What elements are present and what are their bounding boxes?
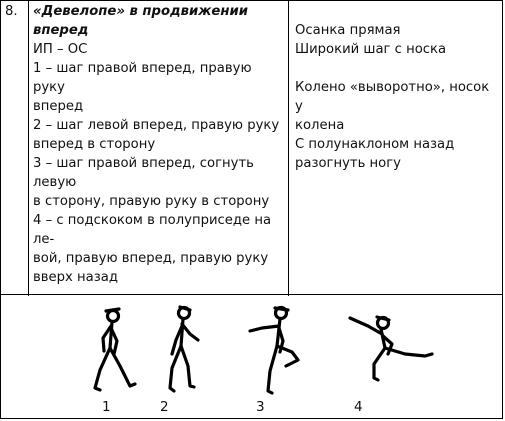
column-divider-1 xyxy=(28,0,29,296)
desc-line: 3 – шаг правой вперед, согнуть левую xyxy=(33,156,254,190)
note-line: Колено «выворотно», носок у xyxy=(295,80,490,114)
desc-line: вперед xyxy=(33,99,84,114)
desc-line: ИП – ОС xyxy=(33,42,88,57)
row-divider xyxy=(0,294,503,295)
desc-line: 4 – с подскоком в полуприседе на ле- xyxy=(33,213,272,247)
desc-line: в сторону, правую руку в сторону xyxy=(33,194,270,209)
note-line: колена xyxy=(295,118,345,133)
note-line: Широкий шаг с носка xyxy=(295,42,447,57)
exercise-title: «Девелопе» в продвижении вперед xyxy=(33,4,248,38)
stick-figure-step-arm-side-icon xyxy=(170,307,198,391)
stick-figure-step-forward-icon xyxy=(95,309,135,390)
exercise-notes xyxy=(295,21,501,173)
column-divider-2 xyxy=(288,0,289,296)
figure-label-2: 2 xyxy=(160,399,169,415)
desc-line: вперед в сторону xyxy=(33,137,156,152)
note-line: С полунаклоном назад xyxy=(295,137,455,152)
stick-figure-leap-leg-extended-icon xyxy=(350,317,432,380)
figures-panel xyxy=(0,296,503,419)
stick-figure-raised-knee-icon xyxy=(250,308,298,394)
exercise-description xyxy=(33,2,285,287)
figure-label-4: 4 xyxy=(354,399,363,415)
desc-line: вверх назад xyxy=(33,270,118,285)
figure-label-1: 1 xyxy=(102,399,111,415)
note-spacer xyxy=(295,59,501,78)
desc-line: вой, правую вперед, правую руку xyxy=(33,251,269,266)
row-number: 8. xyxy=(5,4,18,19)
figures-drawing xyxy=(0,296,503,401)
figure-label-3: 3 xyxy=(256,399,265,415)
desc-line: 1 – шаг правой вперед, правую руку xyxy=(33,61,252,95)
desc-line: 2 – шаг левой вперед, правую руку xyxy=(33,118,280,133)
note-line: разогнуть ногу xyxy=(295,156,401,171)
note-line: Осанка прямая xyxy=(295,23,401,38)
